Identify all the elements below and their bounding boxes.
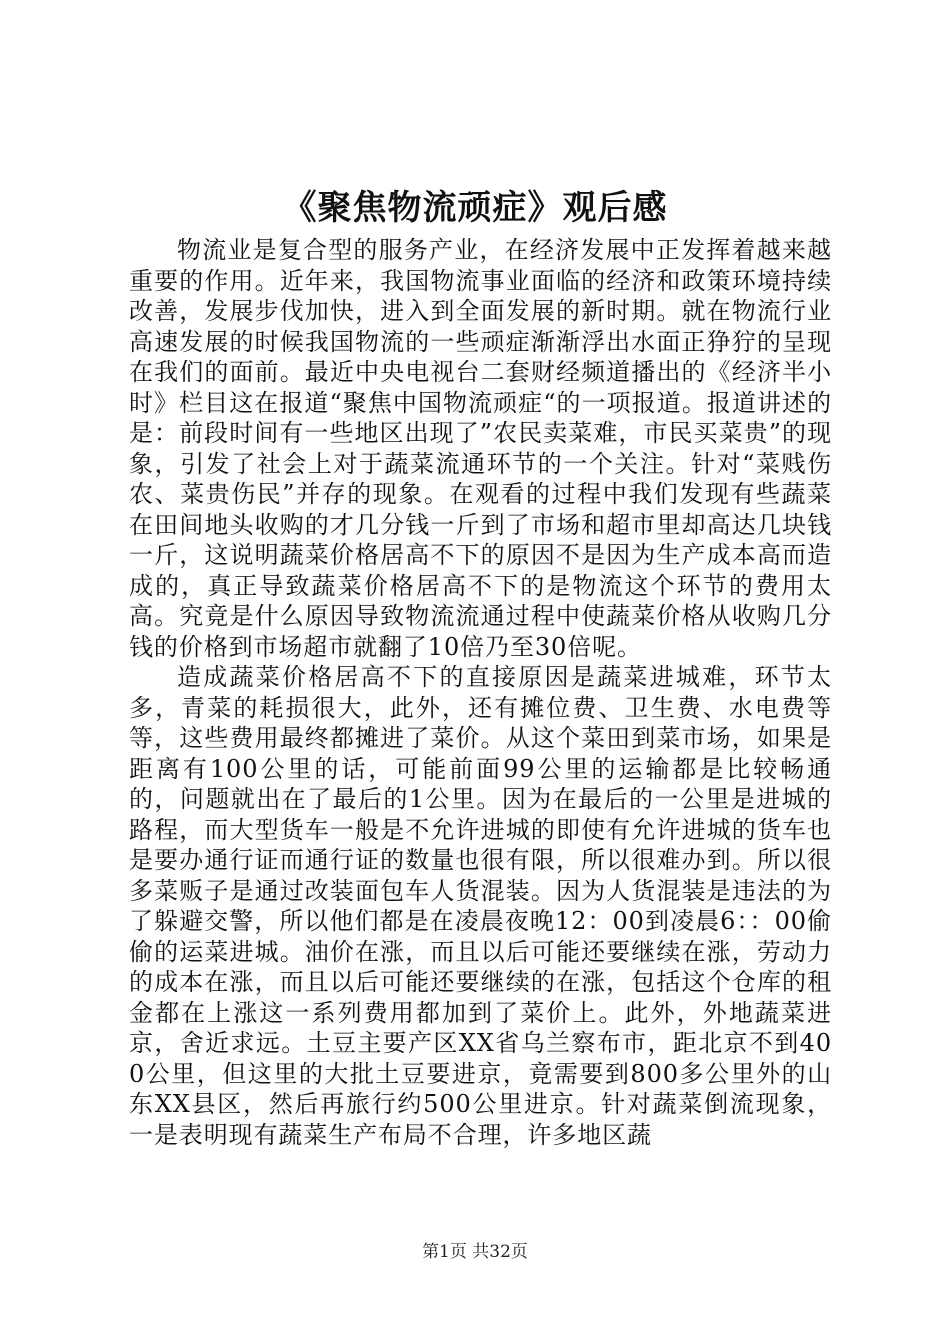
document-title: 《聚焦物流顽症》观后感	[282, 188, 668, 228]
paragraph-2: 造成蔬菜价格居高不下的直接原因是蔬菜进城难，环节太多，青菜的耗损很大，此外，还有摊位费、卫生费、水电费等等，这些费用最终都摊进了菜价。从这个菜田到菜市场，如果是距离有100公里的话，可能前面99公里的运输都是比较畅通的，问题就出在了最后的1公里。因为在最后的一公里是进城的路程，而大型货车一般是不允许进城的即使有允许进城的货车也是要办通行证而通行证的数量也很有限，所以很难办到。所以很多菜贩子是通过改装面包车人货混装。因为人货混装是违法的为了躲避交警，所以他们都是在凌晨夜晚12：00到凌晨6：：00偷偷的运菜进城。油价在涨，而且以后可能还要继续在涨，劳动力的成本在涨，而且以后可能还要继续的在涨，包括这个仓库的租金都在上涨这一系列费用都加到了菜价上。此外，外地蔬菜进京，舍近求远。土豆主要产区XX省乌兰察布市，距北京不到400公里，但这里的大批土豆要进京，竟需要到800多公里外的山东XX县区，然后再旅行约500公里进京。针对蔬菜倒流现象，一是表明现有蔬菜生产布局不合理，许多地区蔬	[129, 663, 832, 1149]
page-number-footer: 第1页 共32页	[422, 1242, 528, 1262]
document-body	[129, 235, 832, 1150]
paragraph-1: 物流业是复合型的服务产业，在经济发展中正发挥着越来越重要的作用。近年来，我国物流事业面临的经济和政策环境持续改善，发展步伐加快，进入到全面发展的新时期。就在物流行业高速发展的时候我国物流的一些顽症渐渐浮出水面正狰狞的呈现在我们的面前。最近中央电视台二套财经频道播出的《经济半小时》栏目这在报道“聚焦中国物流顽症“的一项报道。报道讲述的是：前段时间有一些地区出现了”农民卖菜难，市民买菜贵”的现象，引发了社会上对于蔬菜流通环节的一个关注。针对“菜贱伤农、菜贵伤民”并存的现象。在观看的过程中我们发现有些蔬菜在田间地头收购的才几分钱一斤到了市场和超市里却高达几块钱一斤，这说明蔬菜价格居高不下的原因不是因为生产成本高而造成的，真正导致蔬菜价格居高不下的是物流这个环节的费用太高。究竟是什么原因导致物流流通过程中使蔬菜价格从收购几分钱的价格到市场超市就翻了10倍乃至30倍呢。	[129, 236, 832, 661]
